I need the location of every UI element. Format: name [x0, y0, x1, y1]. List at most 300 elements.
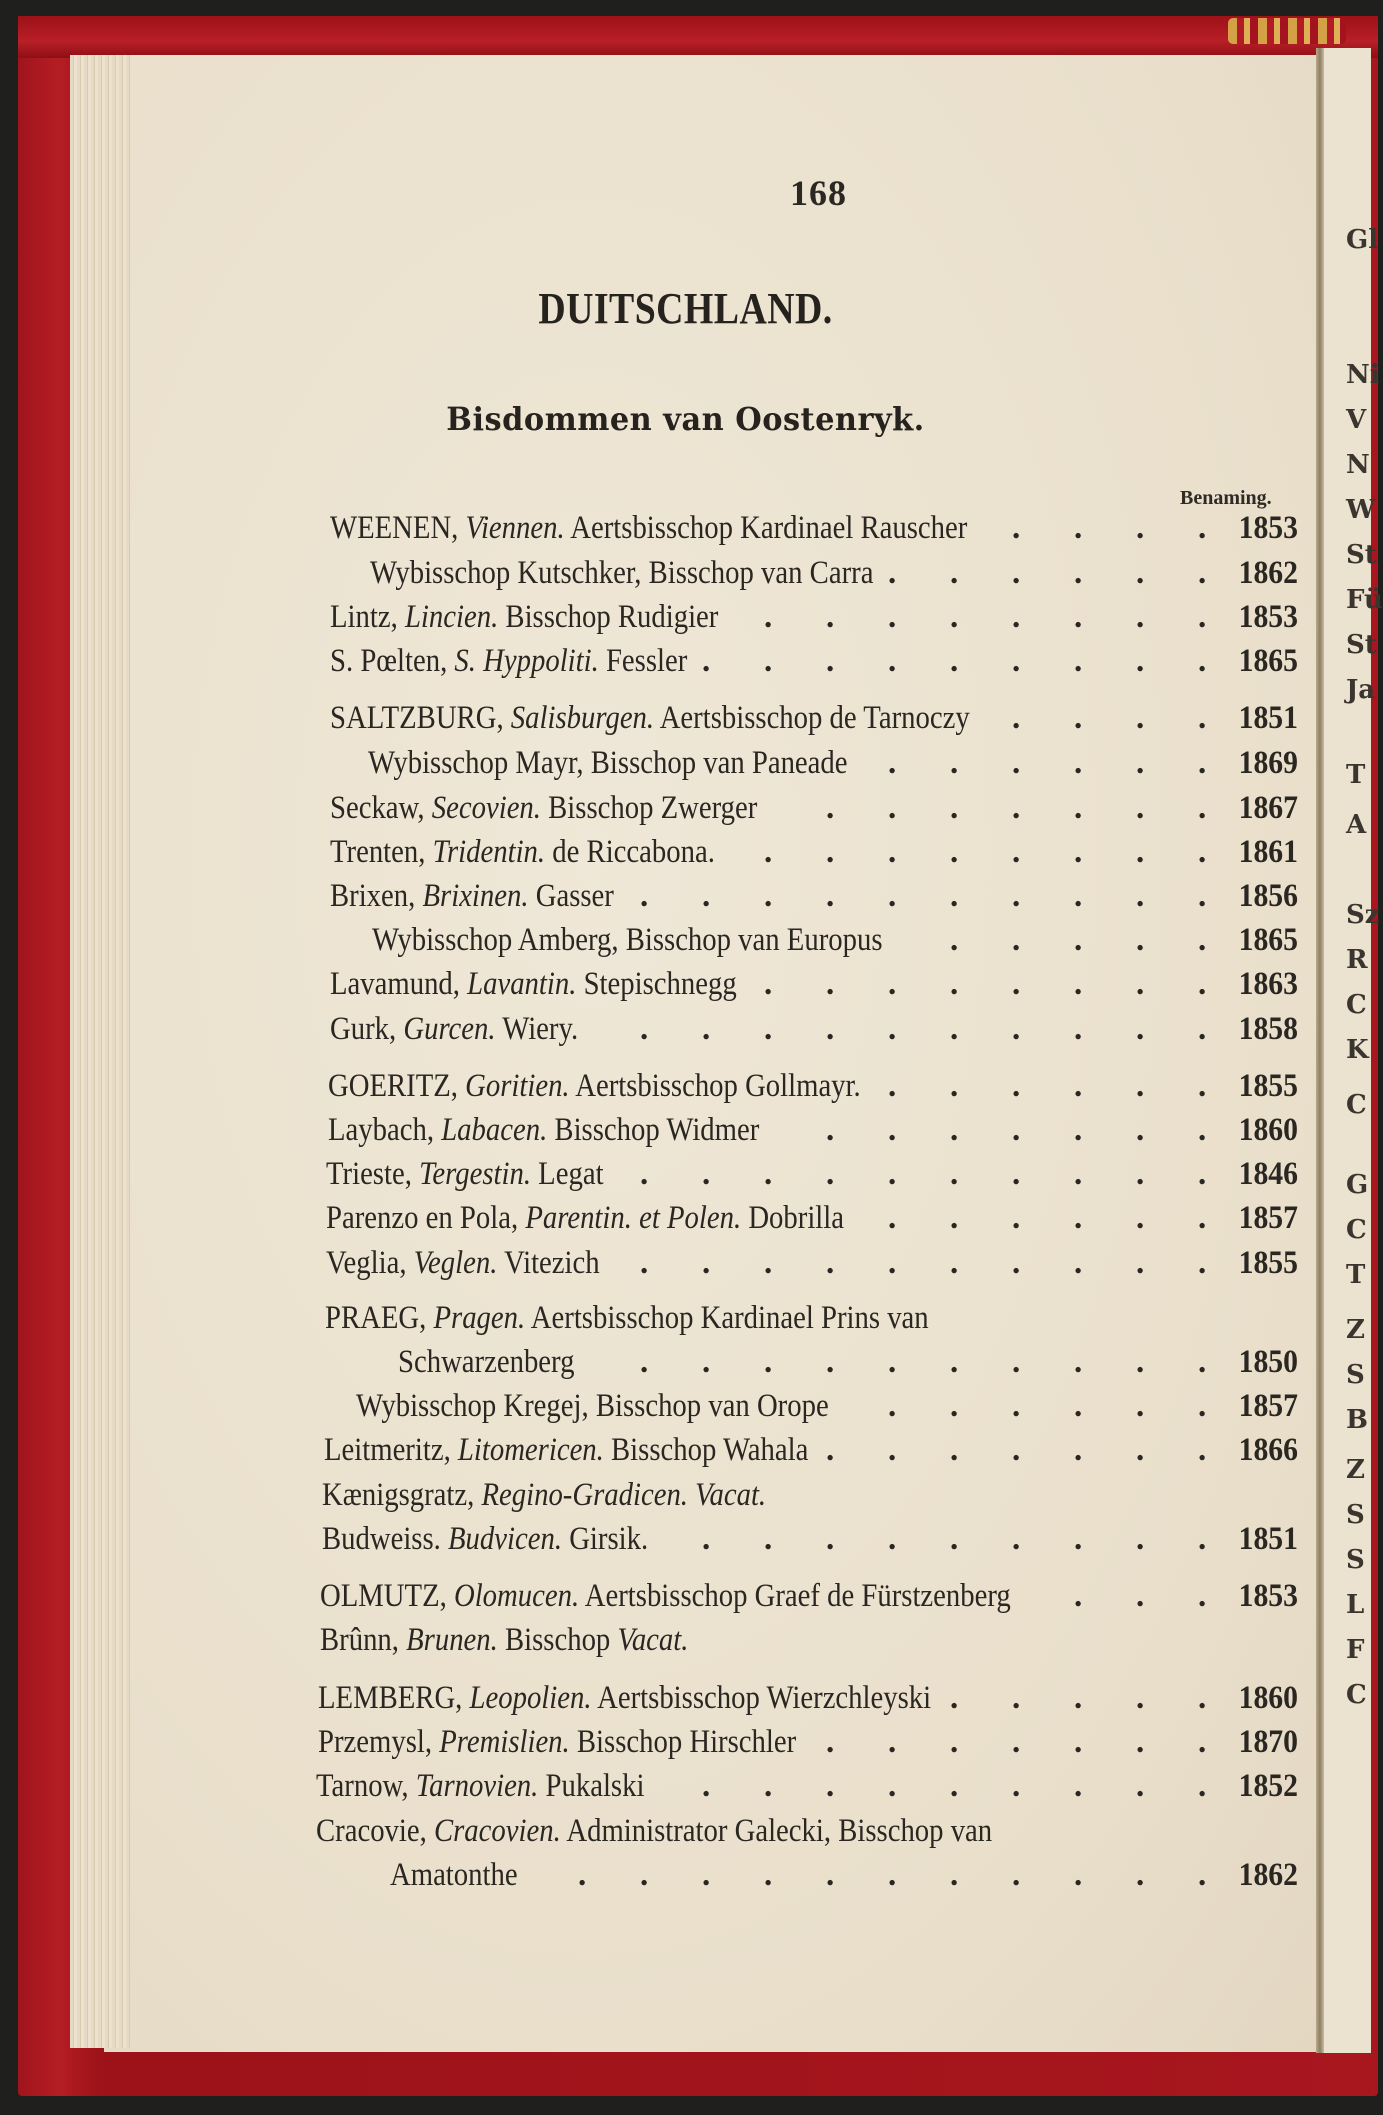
dot-leader: .	[1198, 1112, 1207, 1148]
dot-leader: .	[888, 1344, 897, 1380]
appointment-year: 1865	[1238, 643, 1298, 679]
latin-name: Viennen.	[465, 510, 565, 546]
dot-leader: .	[888, 834, 897, 870]
see-name: Cracovie,	[316, 1813, 427, 1849]
dot-leader: .	[764, 1857, 773, 1893]
entry-text	[322, 1521, 648, 1558]
dot-leader: .	[1136, 1521, 1145, 1557]
dot-leader: .	[1012, 834, 1021, 870]
bishop-info: Bisschop Wahala	[611, 1432, 809, 1468]
entry-text	[316, 1813, 992, 1850]
dot-leader: .	[764, 599, 773, 635]
latin-name: Budvicen.	[448, 1521, 563, 1557]
dot-leader: .	[888, 1200, 897, 1236]
entry-text	[330, 599, 718, 636]
dot-leader: .	[1074, 878, 1083, 914]
dot-leader: .	[1012, 700, 1021, 736]
entry-text	[326, 1200, 844, 1237]
bishop-info: Amatonthe	[390, 1857, 518, 1893]
dot-leader: .	[888, 1156, 897, 1192]
entry-text	[325, 1300, 929, 1337]
bishop-info: Aertsbisschop Kardinael Prins van	[530, 1300, 929, 1336]
dot-leader: .	[1198, 1432, 1207, 1468]
dot-leader: .	[1136, 1156, 1145, 1192]
dot-leader: .	[1074, 966, 1083, 1002]
entry-text	[356, 1388, 829, 1425]
appointment-year: 1853	[1238, 1578, 1298, 1614]
appointment-year: 1862	[1238, 1857, 1298, 1893]
see-name: S. Pœlten,	[330, 643, 448, 679]
dot-leader: .	[1198, 878, 1207, 914]
dot-leader: .	[1012, 966, 1021, 1002]
dot-leader: .	[1074, 790, 1083, 826]
bishop-info: Bisschop Zwerger	[548, 790, 758, 826]
dot-leader: .	[1012, 1521, 1021, 1557]
entry-text	[370, 555, 873, 592]
see-name: Przemysl,	[318, 1724, 433, 1760]
latin-name: Tarnovien.	[415, 1768, 539, 1804]
bishop-info: Girsik.	[569, 1521, 649, 1557]
dot-leader: .	[826, 878, 835, 914]
see-name: WEENEN,	[330, 510, 459, 546]
dot-leader: .	[1012, 1200, 1021, 1236]
dot-leader: .	[1198, 1068, 1207, 1104]
latin-name: Salisburgen.	[510, 700, 655, 736]
entry-text	[316, 1768, 644, 1805]
dot-leader: .	[1074, 1680, 1083, 1716]
diocese-entry	[0, 1813, 1371, 1857]
dot-leader: .	[1136, 966, 1145, 1002]
dot-leader: .	[1198, 700, 1207, 736]
facing-page-text-fragment: C	[1346, 1090, 1367, 1120]
latin-name: Pragen.	[433, 1300, 526, 1336]
diocese-entry	[0, 643, 1371, 687]
entry-text	[330, 834, 715, 871]
dot-leader: .	[826, 1011, 835, 1047]
dot-leader: .	[1136, 1432, 1145, 1468]
dot-leader: .	[950, 1521, 959, 1557]
diocese-entry	[0, 599, 1371, 643]
appointment-year: 1846	[1238, 1156, 1298, 1192]
see-name: Lintz,	[330, 599, 398, 635]
dot-leader: .	[1074, 1768, 1083, 1804]
bishop-info: Wiery.	[502, 1011, 579, 1047]
facing-page-text-fragment: S	[1346, 1545, 1365, 1575]
dot-leader: .	[1198, 599, 1207, 635]
dot-leader: .	[1198, 745, 1207, 781]
diocese-entry	[0, 1578, 1371, 1622]
facing-page-text-fragment: Ni	[1346, 360, 1380, 390]
entry-text	[320, 1578, 1011, 1615]
facing-page-text-fragment: W	[1346, 495, 1376, 525]
dot-leader: .	[1136, 1857, 1145, 1893]
page-title: DUITSCHLAND.	[538, 284, 833, 333]
dot-leader: .	[702, 1011, 711, 1047]
see-name: Seckaw,	[330, 790, 425, 826]
dot-leader: .	[888, 1068, 897, 1104]
entry-text	[318, 1724, 796, 1761]
latin-name: Cracovien.	[433, 1813, 561, 1849]
bishop-info: Aertsbisschop Kardinael Rauscher	[570, 510, 968, 546]
see-name: Leitmeritz,	[324, 1432, 451, 1468]
dot-leader: .	[950, 599, 959, 635]
bishop-info: Stepischnegg	[583, 966, 737, 1002]
appointment-year: 1851	[1238, 1521, 1298, 1557]
see-name: Brixen,	[330, 878, 416, 914]
dot-leader: .	[888, 1011, 897, 1047]
entry-text	[372, 922, 882, 959]
dot-leader: .	[1136, 1768, 1145, 1804]
dot-leader: .	[1136, 1680, 1145, 1716]
dot-leader: .	[1136, 834, 1145, 870]
diocese-entry	[0, 1300, 1371, 1344]
dot-leader: .	[1012, 510, 1021, 546]
appointment-year: 1869	[1238, 745, 1298, 781]
dot-leader: .	[764, 1245, 773, 1281]
facing-page-text-fragment: R	[1346, 945, 1368, 975]
diocese-entry	[0, 1112, 1371, 1156]
see-name: Budweiss.	[322, 1521, 441, 1557]
facing-page-text-fragment: F	[1346, 1635, 1365, 1665]
dot-leader: .	[1198, 1344, 1207, 1380]
dot-leader: .	[1074, 1112, 1083, 1148]
dot-leader: .	[1012, 555, 1021, 591]
appointment-year: 1852	[1238, 1768, 1298, 1804]
page-number: 168	[790, 173, 847, 213]
diocese-entry	[0, 1388, 1371, 1432]
dot-leader: .	[826, 643, 835, 679]
dot-leader: .	[950, 1680, 959, 1716]
appointment-year: 1870	[1238, 1724, 1298, 1760]
entry-text	[324, 1432, 808, 1469]
dot-leader: .	[1074, 922, 1083, 958]
dot-leader: .	[640, 1245, 649, 1281]
latin-name: Parentin. et Polen.	[525, 1200, 742, 1236]
diocese-entry	[0, 1521, 1371, 1565]
appointment-year: 1856	[1238, 878, 1298, 914]
latin-name: Leopolien.	[469, 1680, 592, 1716]
dot-leader: .	[1198, 1011, 1207, 1047]
latin-name: Brixinen.	[422, 878, 529, 914]
dot-leader: .	[888, 1388, 897, 1424]
dot-leader: .	[950, 1112, 959, 1148]
dot-leader: .	[950, 1156, 959, 1192]
appointment-year: 1853	[1238, 510, 1298, 546]
dot-leader: .	[950, 1857, 959, 1893]
dot-leader: .	[826, 834, 835, 870]
entry-text	[368, 745, 848, 782]
dot-leader: .	[826, 1768, 835, 1804]
entry-text	[330, 966, 737, 1003]
bishop-info: de Riccabona.	[552, 834, 715, 870]
dot-leader: .	[950, 745, 959, 781]
dot-leader: .	[1136, 1200, 1145, 1236]
latin-name: Lincien.	[404, 599, 499, 635]
see-name: Gurk,	[330, 1011, 397, 1047]
dot-leader: .	[1012, 1724, 1021, 1760]
entry-text	[330, 700, 970, 737]
facing-page-text-fragment: N	[1346, 450, 1370, 480]
dot-leader: .	[1012, 1768, 1021, 1804]
see-name: Tarnow,	[316, 1768, 409, 1804]
dot-leader: .	[826, 1857, 835, 1893]
dot-leader: .	[764, 1768, 773, 1804]
dot-leader: .	[578, 1857, 587, 1893]
dot-leader: .	[1074, 745, 1083, 781]
dot-leader: .	[1198, 922, 1207, 958]
dot-leader: .	[764, 643, 773, 679]
dot-leader: .	[888, 1432, 897, 1468]
dot-leader: .	[888, 790, 897, 826]
dot-leader: .	[1074, 1344, 1083, 1380]
dot-leader: .	[1136, 1578, 1145, 1614]
dot-leader: .	[1198, 1857, 1207, 1893]
dot-leader: .	[1012, 643, 1021, 679]
dot-leader: .	[1198, 510, 1207, 546]
dot-leader: .	[950, 555, 959, 591]
bishop-info: Bisschop	[505, 1622, 611, 1658]
bishop-info: Aertsbisschop de Tarnoczy	[659, 700, 970, 736]
entry-text	[328, 1112, 759, 1149]
dot-leader: .	[1012, 1011, 1021, 1047]
facing-page-text-fragment: C	[1346, 1680, 1367, 1710]
dot-leader: .	[950, 1724, 959, 1760]
latin-name: Labacen.	[441, 1112, 548, 1148]
latin-name: Veglen.	[413, 1245, 498, 1281]
diocese-entry	[0, 1344, 1371, 1388]
dot-leader: .	[1136, 1011, 1145, 1047]
facing-page-text-fragment: Fü	[1346, 585, 1383, 615]
facing-page-text-fragment: L	[1346, 1590, 1365, 1620]
diocese-entry	[0, 1432, 1371, 1476]
bishop-info: Legat	[538, 1156, 604, 1192]
facing-page-text-fragment: G	[1346, 1170, 1369, 1200]
section-subtitle: Bisdommen van Oostenryk.	[446, 400, 925, 438]
dot-leader: .	[1136, 1344, 1145, 1380]
dot-leader: .	[1012, 1068, 1021, 1104]
see-name: SALTZBURG,	[330, 700, 504, 736]
dot-leader: .	[764, 966, 773, 1002]
appointment-year: 1863	[1238, 966, 1298, 1002]
dot-leader: .	[888, 555, 897, 591]
dot-leader: .	[1012, 1112, 1021, 1148]
dot-leader: .	[1074, 700, 1083, 736]
bishop-info: Fessler	[605, 643, 688, 679]
entry-text	[390, 1857, 518, 1894]
bishop-info: Gasser	[535, 878, 614, 914]
latin-name: Litomericen.	[457, 1432, 604, 1468]
dot-leader: .	[1136, 878, 1145, 914]
dot-leader: .	[1012, 1156, 1021, 1192]
appointment-year: 1860	[1238, 1680, 1298, 1716]
dot-leader: .	[1136, 1388, 1145, 1424]
see-name: LEMBERG,	[318, 1680, 463, 1716]
bishop-status: Vacat.	[617, 1622, 689, 1658]
diocese-entry	[0, 1200, 1371, 1244]
bishop-info: Bisschop Hirschler	[576, 1724, 797, 1760]
dot-leader: .	[1198, 1245, 1207, 1281]
appointment-year: 1855	[1238, 1245, 1298, 1281]
dot-leader: .	[950, 878, 959, 914]
facing-page-text-fragment: S	[1346, 1360, 1365, 1390]
entry-text	[330, 878, 614, 915]
entry-text	[326, 1245, 600, 1282]
dot-leader: .	[1012, 745, 1021, 781]
facing-page-text-fragment: B	[1346, 1405, 1368, 1435]
dot-leader: .	[950, 1011, 959, 1047]
dot-leader: .	[640, 1344, 649, 1380]
appointment-year: 1860	[1238, 1112, 1298, 1148]
facing-page-text-fragment: Ja	[1346, 675, 1376, 705]
dot-leader: .	[888, 1857, 897, 1893]
dot-leader: .	[1074, 834, 1083, 870]
year-column-header: Benaming.	[1180, 487, 1272, 509]
facing-page-text-fragment: S	[1346, 1500, 1365, 1530]
dot-leader: .	[1074, 555, 1083, 591]
dot-leader: .	[826, 1521, 835, 1557]
dot-leader: .	[1074, 643, 1083, 679]
see-name: Lavamund,	[330, 966, 460, 1002]
dot-leader: .	[640, 1156, 649, 1192]
see-name: Brûnn,	[320, 1622, 399, 1658]
diocese-entry	[0, 1477, 1371, 1521]
dot-leader: .	[764, 1156, 773, 1192]
entry-text	[330, 643, 687, 680]
bishop-info: Bisschop Widmer	[554, 1112, 760, 1148]
latin-name: Gurcen.	[403, 1011, 496, 1047]
latin-name: S. Hyppoliti.	[454, 643, 599, 679]
dot-leader: .	[888, 966, 897, 1002]
entry-text	[320, 1622, 688, 1659]
dot-leader: .	[1198, 1521, 1207, 1557]
see-name: OLMUTZ,	[320, 1578, 447, 1614]
diocese-entry	[0, 745, 1371, 789]
dot-leader: .	[950, 1200, 959, 1236]
dot-leader: .	[702, 1521, 711, 1557]
dot-leader: .	[1074, 1521, 1083, 1557]
dot-leader: .	[1074, 1388, 1083, 1424]
dot-leader: .	[764, 878, 773, 914]
dot-leader: .	[888, 1245, 897, 1281]
diocese-entry	[0, 555, 1371, 599]
dot-leader: .	[1198, 1156, 1207, 1192]
dot-leader: .	[640, 878, 649, 914]
dot-leader: .	[702, 1768, 711, 1804]
diocese-entry	[0, 1068, 1371, 1112]
dot-leader: .	[1074, 1857, 1083, 1893]
dot-leader: .	[826, 1245, 835, 1281]
dot-leader: .	[1074, 510, 1083, 546]
see-name: Veglia,	[326, 1245, 407, 1281]
facing-page-text-fragment: A	[1346, 810, 1367, 840]
dot-leader: .	[1074, 599, 1083, 635]
dot-leader: .	[950, 1068, 959, 1104]
dot-leader: .	[1198, 1578, 1207, 1614]
dot-leader: .	[950, 1432, 959, 1468]
bishop-info: Pukalski	[545, 1768, 645, 1804]
facing-page-text-fragment: K	[1346, 1035, 1369, 1065]
dot-leader: .	[826, 599, 835, 635]
dot-leader: .	[1136, 643, 1145, 679]
dot-leader: .	[1136, 599, 1145, 635]
dot-leader: .	[1074, 1068, 1083, 1104]
diocese-entry	[0, 922, 1371, 966]
dot-leader: .	[826, 1724, 835, 1760]
diocese-entry	[0, 1011, 1371, 1055]
dot-leader: .	[1136, 510, 1145, 546]
dot-leader: .	[1198, 643, 1207, 679]
appointment-year: 1857	[1238, 1200, 1298, 1236]
latin-name: Tridentin.	[432, 834, 546, 870]
see-name: Trieste,	[326, 1156, 412, 1192]
bishop-info: Schwarzenberg	[398, 1344, 575, 1380]
dot-leader: .	[1198, 555, 1207, 591]
latin-name: Premislien.	[439, 1724, 570, 1760]
dot-leader: .	[826, 1112, 835, 1148]
bishop-info: Dobrilla	[748, 1200, 845, 1236]
appointment-year: 1857	[1238, 1388, 1298, 1424]
see-name: Laybach,	[328, 1112, 435, 1148]
dot-leader: .	[826, 1432, 835, 1468]
latin-name: Olomucen.	[453, 1578, 580, 1614]
appointment-year: 1855	[1238, 1068, 1298, 1104]
dot-leader: .	[888, 878, 897, 914]
dot-leader: .	[640, 1011, 649, 1047]
diocese-entry	[0, 1857, 1371, 1901]
dot-leader: .	[950, 1245, 959, 1281]
appointment-year: 1858	[1238, 1011, 1298, 1047]
facing-page-text-fragment: C	[1346, 990, 1367, 1020]
facing-page-text-fragment: Z	[1346, 1455, 1365, 1485]
diocese-entry	[0, 1768, 1371, 1812]
dot-leader: .	[950, 643, 959, 679]
dot-leader: .	[702, 1857, 711, 1893]
facing-page-text-fragment: Gl	[1346, 225, 1379, 255]
diocese-entry	[0, 1622, 1371, 1666]
dot-leader: .	[1136, 922, 1145, 958]
diocese-entry	[0, 1156, 1371, 1200]
latin-name: Secovien.	[431, 790, 541, 826]
dot-leader: .	[1136, 745, 1145, 781]
bishop-info: Aertsbisschop Gollmayr.	[575, 1068, 861, 1104]
appointment-year: 1862	[1238, 555, 1298, 591]
bishop-info: Wybisschop Mayr, Bisschop van Paneade	[368, 745, 848, 781]
dot-leader: .	[1136, 790, 1145, 826]
facing-page-text-fragment: Sz	[1346, 900, 1380, 930]
diocese-entry	[0, 700, 1371, 744]
dot-leader: .	[702, 878, 711, 914]
appointment-year: 1861	[1238, 834, 1298, 870]
dot-leader: .	[640, 1857, 649, 1893]
diocese-entry	[0, 1724, 1371, 1768]
diocese-entry	[0, 510, 1371, 554]
dot-leader: .	[950, 1388, 959, 1424]
entry-text	[322, 1477, 766, 1514]
bishop-info: Wybisschop Kregej, Bisschop van Orope	[356, 1388, 829, 1424]
dot-leader: .	[950, 1768, 959, 1804]
dot-leader: .	[1198, 1200, 1207, 1236]
latin-name: Brunen.	[406, 1622, 498, 1658]
entry-text	[326, 1156, 604, 1193]
dot-leader: .	[826, 1344, 835, 1380]
bishop-info: Wybisschop Kutschker, Bisschop van Carra	[370, 555, 874, 591]
see-name: PRAEG,	[325, 1300, 427, 1336]
dot-leader: .	[826, 790, 835, 826]
facing-page-text-fragment: C	[1346, 1215, 1367, 1245]
see-name: GOERITZ,	[328, 1068, 458, 1104]
bishop-info: Bisschop Rudigier	[505, 599, 719, 635]
dot-leader: .	[1012, 922, 1021, 958]
